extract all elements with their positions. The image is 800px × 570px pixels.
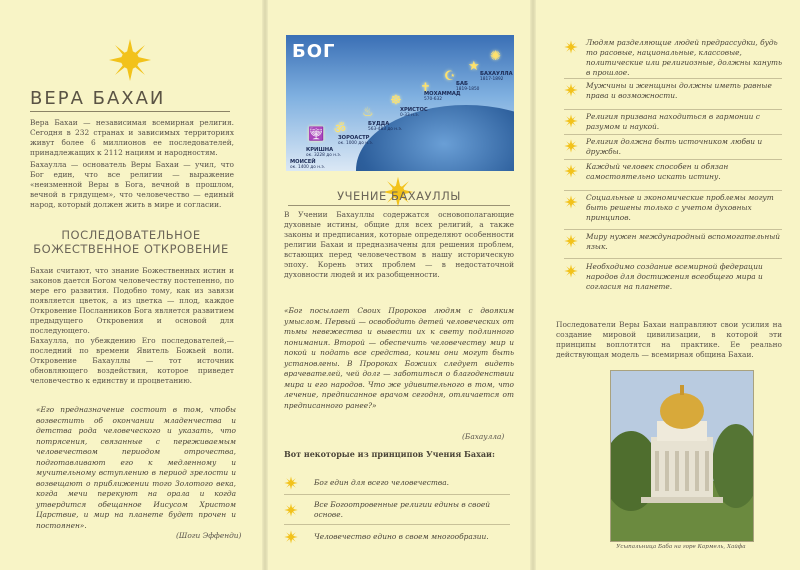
bahaullah-quote: «Бог посылает Своих Пророков людям с двояким умыслом. Первый — освободить детей человеческих от тьмы невежества и вывести их к свету подлинного понимания. Второй — обеспечить человечеству мир и покой и подать все средства, коими они могут быть установлены. В Пророках Божиих следует видеть врачевателей, чей долг — заботиться о благоденствии мира и его народов. Что же удивительного в том, что лечение, предписанное врачом сегодня, отличается от предписанного ранее?» (284, 306, 514, 410)
fire-icon: ♨ (362, 105, 374, 120)
religion-label: БАХАУЛЛА 1817-1892 (480, 71, 513, 82)
religion-label: МОХАММАД 570-632 (424, 91, 461, 102)
om-icon: ॐ (334, 122, 346, 137)
star-bullet-icon (564, 139, 578, 153)
photo-caption: Усыпальница Баба на горе Кармель, Хайфа (616, 544, 746, 550)
sun-star-icon (108, 38, 152, 82)
founder-paragraph: Бахаулла — основатель Веры Бахаи — учил, что Бог един, что все религии — выражение «неизменной Веры в Бога, вечной в прошлом, вечной в грядущем», что человечество — единый народ, который должен жить в мире и согласии. (30, 160, 234, 209)
star-bullet-icon (284, 530, 298, 544)
nine-pointed-star-icon: ✺ (490, 49, 501, 64)
middle-panel (268, 0, 530, 570)
list-item: Людям разделяющие людей предрассудки, будь то расовые, национальные, классовые, политические или религиозные, должны кануть в прошлое. (564, 38, 782, 79)
intro-paragraph: Вера Бахаи — независимая всемирная религия. Сегодня в 232 странах и зависимых территориях живут более 6 миллионов ее последователей, принадлежащих к 2112 нациям и народностям. (30, 118, 234, 157)
list-item: Необходимо создание всемирной федерации народов для достижения всеобщего мира и согласия на планете. (564, 262, 782, 302)
shrine-photo (610, 370, 754, 542)
bahaullah-paragraph: Бахаулла, по убеждению Его последователей,— последний по времени Явитель Божьей воли. Откровение Бахауллы — тот источник обновляющего воздействия, которое приведет человечество к единству и процветанию. (30, 336, 234, 385)
earth-image (356, 105, 514, 171)
list-item: Религия должна быть источником любви и дружбы. (564, 137, 782, 160)
religion-label: ЗОРОАСТР ок. 1000 до н.э. (338, 135, 374, 146)
list-item: Религия призвана находиться в гармонии с разумом и наукой. (564, 112, 782, 135)
list-item: Миру нужен международный вспомогательный язык. (564, 232, 782, 259)
star-icon: ★ (468, 59, 480, 74)
dharma-wheel-icon: ☸ (390, 93, 402, 108)
section-heading-teaching: УЧЕНИЕ БАХАУЛЛЫ (288, 189, 510, 206)
star-bullet-icon (564, 164, 578, 178)
closing-paragraph: Последователи Веры Бахаи направляют свои усилия на создание мировой цивилизации, в которой эти принципы воплотятся на практике. Ее реально действующая модель — всемирная община Бахаи. (556, 320, 782, 359)
cross-icon: ✝ (420, 81, 431, 96)
star-bullet-icon (564, 114, 578, 128)
section-heading-revelation: ПОСЛЕДОВАТЕЛЬНОЕ БОЖЕСТВЕННОЕ ОТКРОВЕНИЕ (33, 228, 229, 256)
menorah-icon: 🕎 (308, 127, 325, 142)
religions-timeline-image (286, 35, 514, 171)
religion-label: БУДДА 563-483 до н.э. (368, 121, 403, 132)
list-item: Социальные и экономические проблемы могут быть решены только с учетом духовных принципов. (564, 193, 782, 230)
list-item: Каждый человек способен и обязан самостоятельно искать истину. (564, 162, 782, 191)
quote-signature: (Шоги Эффенди) (176, 531, 242, 540)
list-item: Все Богоотровенные религии едины в своей основе. (284, 498, 510, 525)
list-item: Бог един для всего человечества. (284, 474, 510, 495)
religion-label: МОИСЕЙ ок. 1400 до н.э. (290, 159, 326, 170)
star-bullet-icon (284, 503, 298, 517)
star-bullet-icon (564, 40, 578, 54)
crescent-icon: ☪ (444, 69, 456, 84)
teaching-paragraph: В Учении Бахауллы содержатся основополагающие духовные истины, общие для всех религий, а также законы и предписания, которые определяют особенности религии Бахаи и предназначены для решения проблем, встающих перед человечеством в нашу историческую эпоху. Корень этих проблем — в недостаточной духовности людей и их разобщенности. (284, 210, 514, 279)
revelation-paragraph: Бахаи считают, что знание Божественных истин и законов дается Богом человечеству постепенно, по мере его развития. Подобно тому, как из завязи появляется цветок, а из цветка — плод, каждое Откровение Посланников Бога является развитием предыдущего Откровения и основой для последующего. (30, 266, 234, 335)
right-panel (536, 0, 800, 570)
shoghi-effendi-quote: «Его предназначение состоит в том, чтобы возвестить об окончании младенчества и детства рода человеческого и указать, что потрясения, связанные с переживаемым человечеством периодом отрочества, подготавливают его к медленному и мучительному вступлению в период зрелости и возвещают о приближении того Золотого века, когда мечи перекуют на орала и когда утвердится обещанное Иисусом Христом Царствие, и мир на планете будет прочен и постоянен». (36, 405, 236, 530)
page-title: ВЕРА БАХАИ (30, 88, 230, 112)
star-bullet-icon (284, 476, 298, 490)
quote-signature: (Бахаулла) (462, 432, 505, 441)
religion-label: БАБ 1819-1850 (456, 81, 480, 92)
principles-heading: Вот некоторые из принципов Учения Бахаи: (284, 449, 495, 459)
religion-label: ХРИСТОС 0-33 н.э. (400, 107, 428, 118)
religion-label: КРИШНА ок. 3228 до н.э. (306, 147, 342, 158)
list-item: Человечество едино в своем многообразии. (284, 528, 510, 548)
list-item: Мужчины и женщины должны иметь равные права и возможности. (564, 81, 782, 110)
star-bullet-icon (564, 83, 578, 97)
star-bullet-icon (564, 264, 578, 278)
hero-title: БОГ (292, 41, 336, 62)
left-panel (0, 0, 262, 570)
star-bullet-icon (564, 234, 578, 248)
shrine-of-bab-image (611, 371, 753, 541)
star-bullet-icon (564, 195, 578, 209)
